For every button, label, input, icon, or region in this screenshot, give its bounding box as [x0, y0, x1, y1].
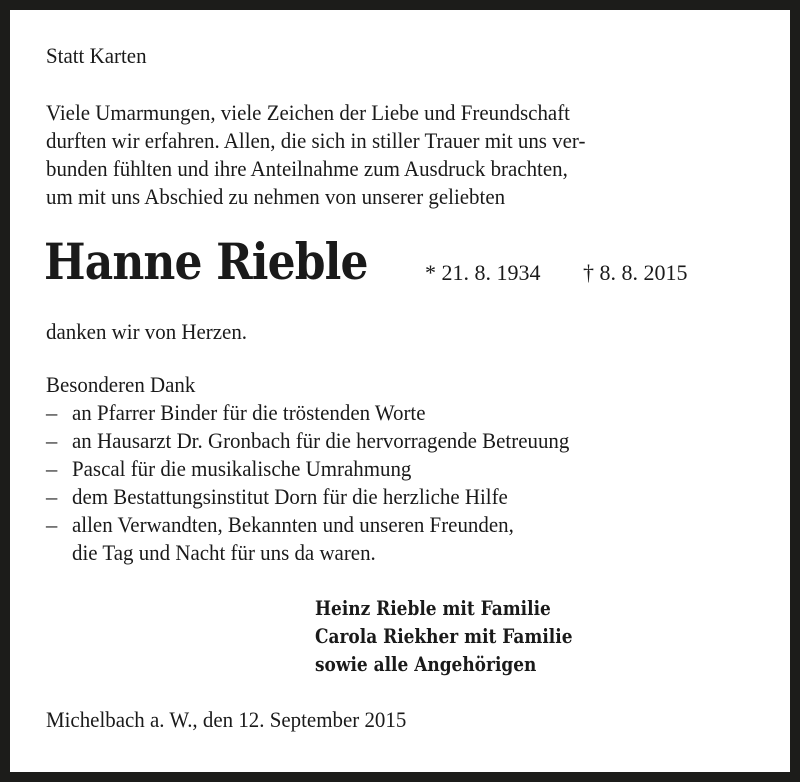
list-item: an Pfarrer Binder für die tröstenden Worte	[72, 400, 426, 425]
special-thanks-heading: Besonderen Dank	[46, 372, 196, 397]
list-dash: –	[46, 400, 58, 425]
list-dash: –	[46, 428, 58, 453]
signatory: sowie alle Angehörigen	[315, 653, 537, 676]
obituary-notice	[10, 10, 790, 772]
signatory: Carola Riekher mit Familie	[315, 625, 573, 648]
list-dash: –	[46, 456, 58, 481]
birth-date: * 21. 8. 1934	[425, 260, 541, 285]
deceased-name: Hanne Rieble	[44, 232, 368, 291]
list-item: dem Bestattungsinstitut Dorn für die herzliche Hilfe	[72, 484, 508, 509]
paragraph-line: Viele Umarmungen, viele Zeichen der Liebe und Freundschaft	[46, 100, 570, 125]
list-dash: –	[46, 512, 58, 537]
intro-text: Statt Karten	[46, 43, 147, 68]
paragraph-line: durften wir erfahren. Allen, die sich in stiller Trauer mit uns ver-	[46, 128, 586, 153]
signatory: Heinz Rieble mit Familie	[315, 597, 551, 620]
list-item-continuation: die Tag und Nacht für uns da waren.	[72, 540, 376, 565]
place-date: Michelbach a. W., den 12. September 2015	[46, 707, 407, 732]
death-date: † 8. 8. 2015	[583, 260, 688, 285]
thanks-text: danken wir von Herzen.	[46, 319, 248, 344]
list-item: allen Verwandten, Bekannten und unseren Freunden,	[72, 512, 514, 537]
paragraph-line: bunden fühlten und ihre Anteilnahme zum Ausdruck brachten,	[46, 156, 568, 181]
list-item: Pascal für die musikalische Umrahmung	[72, 456, 412, 481]
list-item: an Hausarzt Dr. Gronbach für die hervorragende Betreuung	[72, 428, 570, 453]
list-dash: –	[46, 484, 58, 509]
paragraph-line: um mit uns Abschied zu nehmen von unserer geliebten	[46, 184, 506, 209]
